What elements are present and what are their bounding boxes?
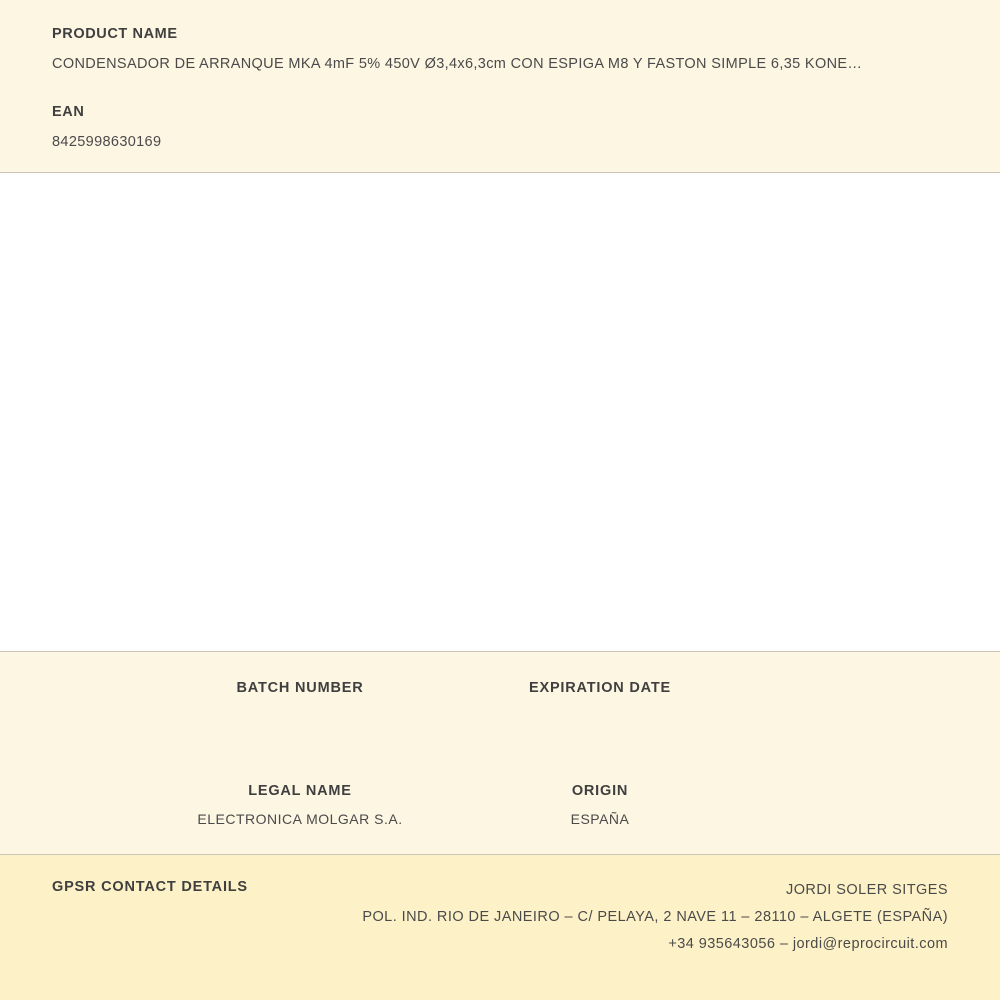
ean-block [52, 104, 948, 150]
ean-value: 8425998630169 [52, 134, 162, 150]
gpsr-contact-details-label: GPSR CONTACT DETAILS [52, 879, 248, 895]
gpsr-contact-block [362, 877, 948, 957]
ean-label: EAN [52, 104, 85, 120]
expiration-date-value [400, 704, 800, 721]
product-name-label: PRODUCT NAME [52, 26, 178, 42]
gpsr-contact-name: JORDI SOLER SITGES [786, 882, 948, 898]
expiration-date-block [400, 680, 800, 721]
product-image-area [0, 173, 1000, 652]
origin-block [400, 783, 800, 828]
origin-value: ESPAÑA [570, 811, 630, 827]
product-name-value: CONDENSADOR DE ARRANQUE MKA 4mF 5% 450V Ø3,4x6,3cm CON ESPIGA M8 Y FASTON SIMPLE 6,35 KONE… [52, 56, 863, 72]
details-row-legal-origin [0, 783, 1000, 828]
expiration-date-label: EXPIRATION DATE [529, 680, 671, 696]
gpsr-contact-address: POL. IND. RIO DE JANEIRO – C/ PELAYA, 2 NAVE 11 – 28110 – ALGETE (ESPAÑA) [362, 908, 948, 925]
legal-name-value: ELECTRONICA MOLGAR S.A. [197, 811, 403, 827]
product-details-section [0, 652, 1000, 855]
product-header-section [0, 0, 1000, 173]
batch-number-label: BATCH NUMBER [236, 680, 364, 696]
product-name-block [52, 26, 948, 72]
gpsr-footer-section [0, 855, 1000, 1000]
legal-name-label: LEGAL NAME [248, 783, 352, 799]
origin-label: ORIGIN [571, 783, 629, 799]
details-row-batch-expiration [0, 680, 1000, 721]
gpsr-contact-phone-email: +34 935643056 – jordi@reprocircuit.com [668, 935, 948, 952]
